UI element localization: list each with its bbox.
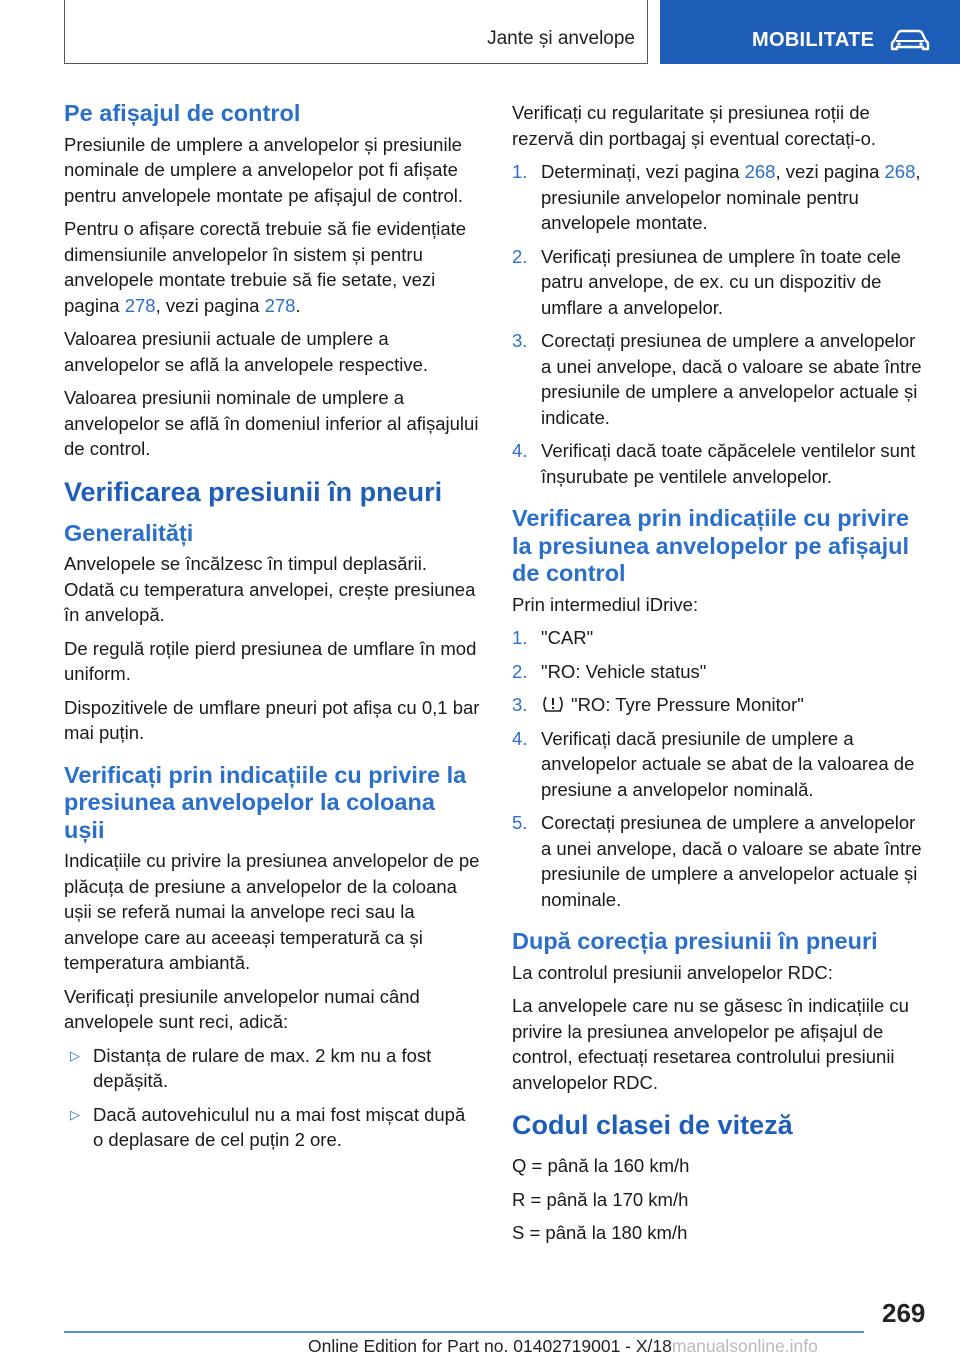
paragraph: Presiunile de umplere a anvelopelor și presiunile nominale de umplere a anvelopelor pot fi afișate pentru anvelopele montate pe afișajul de control. bbox=[64, 133, 464, 206]
heading-after-correction: După corecția presiunii în pneuri bbox=[512, 928, 878, 954]
list-item: 2. "RO: Vehicle status" bbox=[512, 660, 707, 682]
paragraph: Valoarea presiunii nominale de umplere a anvelopelor se află în domeniul inferior al afișajului de control. bbox=[64, 387, 479, 459]
watermark: manualsonline.info bbox=[671, 1336, 818, 1356]
header-section-box bbox=[64, 0, 648, 64]
heading-display-check: Verificarea prin indicațiile cu privire la presiunea anvelopelor pe afișajul de control bbox=[512, 505, 910, 586]
paragraph: Anvelopele se încălzesc în timpul deplasării. Odată cu temperatura anvelopei, crește presiunea în anvelopă. bbox=[64, 553, 476, 625]
paragraph: Verificați cu regularitate și presiunea roții de rezervă din portbagaj și eventual corectați-o. bbox=[512, 102, 877, 149]
bullet-triangle-icon: ▷ bbox=[70, 1106, 80, 1122]
list-item: 1. Determinați, vezi pagina 268, vezi pagina 268, presiunile anvelopelor nominale pentru anvelopele montate. bbox=[512, 161, 921, 233]
page-link[interactable]: 278 bbox=[264, 294, 296, 316]
list-item: 3. Corectați presiunea de umplere a anvelopelor a unei anvelope, dacă o valoare se abate între presiunile de umplere a anvelopelor actuale și indicate. bbox=[512, 330, 922, 428]
footer-divider bbox=[64, 1331, 864, 1333]
paragraph: Valoarea presiunii actuale de umplere a anvelopelor se află la anvelopele respective. bbox=[64, 328, 429, 375]
list-item: 3. "RO: Tyre Pressure Monitor" bbox=[512, 694, 804, 715]
paragraph: Dispozitivele de umflare pneuri pot afișa cu 0,1 bar mai puțin. bbox=[64, 696, 480, 743]
paragraph: Verificați presiunile anvelopelor numai când anvelopele sunt reci, adică: bbox=[64, 985, 420, 1032]
speed-line: Q = până la 160 km/h bbox=[512, 1155, 690, 1176]
tyre-pressure-warning-icon bbox=[541, 694, 565, 714]
chapter-tab[interactable] bbox=[660, 0, 960, 64]
heading-general: Generalități bbox=[64, 519, 194, 546]
paragraph: Indicațiile cu privire la presiunea anvelopelor de pe plăcuța de presiune a anvelopelor de la coloana ușii se referă numai la anvelope reci sau la anvelope care au aceeași temperatură ca și temperatura ambiantă. bbox=[64, 850, 480, 973]
list-item: 2. Verificați presiunea de umplere în toate cele patru anvelope, de ex. cu un dispozitiv de umflare a anvelopelor. bbox=[512, 245, 901, 318]
speed-line: R = până la 170 km/h bbox=[512, 1188, 689, 1210]
footer-edition: Online Edition for Part no. 01402719001 - X/18manualsonline.info bbox=[308, 1336, 818, 1356]
list-item: ▷ Dacă autovehiculul nu a mai fost mișcat după o deplasare de cel puțin 2 ore. bbox=[70, 1103, 466, 1150]
paragraph: La controlul presiunii anvelopelor RDC: bbox=[512, 961, 833, 983]
heading-door-pillar: Verificați prin indicațiile cu privire la presiunea anvelopelor la coloana ușii bbox=[64, 761, 467, 843]
speed-line: S = până la 180 km/h bbox=[512, 1222, 688, 1243]
chapter-title: MOBILITATE bbox=[752, 29, 875, 51]
left-column bbox=[64, 100, 480, 1161]
heading-display: Pe afișajul de control bbox=[64, 100, 301, 126]
list-item: 4. Verificați dacă presiunile de umplere a anvelopelor actuale se abat de la valoarea de presiune a anvelopelor nominală. bbox=[512, 727, 915, 800]
paragraph: Pentru o afișare corectă trebuie să fie evidențiate dimensiunile anvelopelor în sistem și pentru anvelopele montate trebuie să fie setate, vezi pagina 278, vezi pagina 278. bbox=[64, 218, 467, 316]
list-item: 4. Verificați dacă toate căpăcelele ventilelor sunt înșurubate pe ventilele anvelopelor. bbox=[512, 440, 916, 487]
car-icon bbox=[890, 29, 930, 53]
section-title: Jante și anvelope bbox=[487, 28, 635, 49]
page-link[interactable]: 268 bbox=[884, 161, 916, 182]
paragraph: De regulă roțile pierd presiunea de umflare în mod uniform. bbox=[64, 637, 477, 684]
right-column bbox=[512, 100, 928, 1254]
page-link[interactable]: 268 bbox=[744, 161, 776, 182]
list-item: ▷ Distanța de rulare de max. 2 km nu a fost depășită. bbox=[70, 1044, 432, 1091]
paragraph: Prin intermediul iDrive: bbox=[512, 593, 699, 615]
page-link[interactable]: 278 bbox=[124, 294, 156, 316]
bullet-triangle-icon: ▷ bbox=[70, 1047, 80, 1063]
heading-speed-class: Codul clasei de viteză bbox=[512, 1110, 793, 1140]
paragraph: La anvelopele care nu se găsesc în indicațiile cu privire la presiunea anvelopelor pe afișajul de control, efectuați resetarea controlului presiunii anvelopelor RDC. bbox=[512, 995, 909, 1093]
heading-check-pressure: Verificarea presiunii în pneuri bbox=[64, 476, 443, 507]
list-item: 5. Corectați presiunea de umplere a anvelopelor a unei anvelope, dacă o valoare se abate între presiunile de umplere a anvelopelor actuale și nominale. bbox=[512, 812, 922, 910]
page-number: 269 bbox=[882, 1298, 926, 1328]
list-item: 1. "CAR" bbox=[512, 627, 594, 648]
